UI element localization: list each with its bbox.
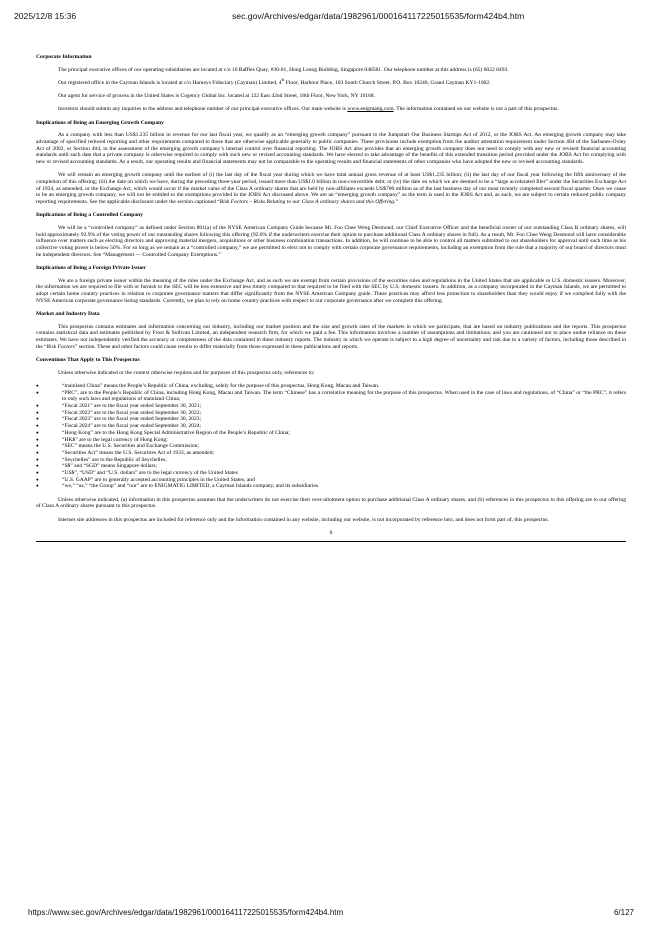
list-item: ● “HK$” are to the legal currency of Hong Kong; [36,437,626,444]
section-controlled-company [36,212,626,258]
paragraph: We are a foreign private issuer within the meaning of the rules under the Exchange Act, and as such we are exempt from certain provisions of the securities rules and regulations in the United States that are applicable to U.S. domestic issuers. Moreover, the information we are required to file with or furnish to the SEC will be less extensive and less timely compared to that required to be filed with the SEC by U.S. domestic issuers. In addition, as a company incorporated in the Cayman Islands, we are permitted to adopt certain home country practices in relation to corporate governance matters that differ significantly from the NYSE American Company guide. These practices may afford less protection to shareholders than they would enjoy if we complied fully with the NYSE American corporate governance listing standards. Currently, we plan to rely on home country practices with respect to our corporate governance after we complete this offering. [36,277,626,304]
list-item: ● “PRC”, are to the People’s Republic of China, including Hong Kong, Macau and Taiwan. The term “Chinese” has a correlative meaning for the purpose of this prospectus. When used in the case of laws and regulations, of “China” or “the PRC”, it refers to only such laws and regulations of mainland China; [36,390,626,403]
section-foreign-private-issuer [36,265,626,305]
superscript: th [281,78,285,83]
paragraph: Internet site addresses in this prospectus are included for reference only and the information contained in any website, including our website, is not incorporated by reference into, and does not form part of, this prospectus. [58,516,549,523]
paragraph: As a company with less than US$1.235 billion in revenue for our last fiscal year, we qualify as an “emerging growth company” pursuant to the Jumpstart Our Business Startups Act of 2012, or the JOBS Act. An emerging growth company may take advantage of specified reduced reporting and other requirements compared to those that are otherwise applicable generally to public companies. These provisions include exemption from the auditor attestation requirement under Section 404 of the Sarbanes-Oxley Act of 2002, or Section 404, in the assessment of the emerging growth company’s internal control over financial reporting. The JOBS Act also provides that an emerging growth company does not need to comply with any new or revised financial accounting standards until such date that a private company is otherwise required to comply with such new or revised accounting standards. We have elected to take advantage of the benefits of this extended transition period provided under the JOBS Act for complying with new or revised accounting standards. As a result, our operating results and financial statements may not be comparable to the operating results and financial statements of other companies who have adopted the new or revised accounting standards. [36,132,626,166]
paragraph: This prospectus contains estimates and information concerning our industry, including our market position and the size and growth rates of the markets in which we participate, that are based on industry publications and the reports. This prospectus contains statistical data and estimates published by Frost & Sullivan Limited, an independent research firm, for which we paid a fee. This information involves a number of assumptions and limitations, and you are cautioned not to place undue reliance on these estimates. We have not independently verified the accuracy or completeness of the data contained in these industry reports. The industry in which we operate is subject to a high degree of uncertainty and risk due to a variety of factors, including those described in the “Risk Factors” section. These and other factors could cause results to differ materially from those expressed in these publications and reports. [36,323,626,350]
section-corporate-information [36,54,626,113]
list-item: ● “U.S. GAAP” are to generally accepted accounting principles in the United States; and [36,477,626,484]
italic-reference: Risk Factors – Risks Relating to our Class A ordinary shares and this Offering [219,199,395,206]
section-heading: Implications of Being a Controlled Company [36,212,143,219]
paragraph: Investors should submit any inquiries to the address and telephone number of our principal executive offices. Our main website is www.enigmatig.com. The information contained on our website is not a part of this prospectus. [58,106,559,113]
print-header-url: sec.gov/Archives/edgar/data/1982961/000164117225015535/form424b4.htm [232,11,525,21]
section-heading: Market and Industry Data [36,310,100,317]
paragraph: We will be a “controlled company” as defined under Section 801(a) of the NYSE American Company Guide because Mr. Foo Chee Weng Desmond, our Chief Executive Officer and the beneficial owner of our outstanding Class B ordinary shares, will hold approximately 92.9% of the voting power of our outstanding shares following this offering (92.6% if the underwriters exercise their option to purchase additional Class A ordinary shares in full). As a result, Mr. Foo Chee Weng Desmond will have considerable influence over matters such as electing directors and approving material mergers, acquisitions or other business combination transactions. In addition, he will continue to be able to control all matters submitted to our shareholders for approval until such time as his collective voting power is below 50%. For so long as we remain as a “controlled company,” we are permitted to elect not to comply with certain corporate governance requirements, including an exemption from the rule that a majority of our board of directors must be independent directors. See “Management — Controlled Company Exemptions.” [36,224,626,258]
print-datetime: 2025/12/8 15:36 [14,11,77,21]
document-body [36,54,626,542]
print-page-count: 6/127 [613,908,634,917]
section-heading: Implications of Being a Foreign Private Issuer [36,264,146,271]
section-emerging-growth-company [36,120,626,206]
print-footer-url: https://www.sec.gov/Archives/edgar/data/1982961/000164117225015535/form424b4.htm [28,908,344,917]
list-item: ● “Fiscal 2023” are to the fiscal year ended September 30, 2023; [36,416,626,423]
list-item: ● “we,” “us,” “the Group” and “our” are to ENIGMATIG LIMITED, a Cayman Islands company, and its subsidiaries. [36,483,626,490]
page-divider [36,541,626,542]
list-item: ● “S$” and “SGD” means Singapore dollars; [36,463,626,470]
section-heading: Corporate Information [36,54,92,60]
paragraph: Our registered office in the Cayman Islands is located at c/o Harneys Fiduciary (Cayman) Limited, 4th Floor, Harbour Place, 103 South Church Street, P.O. Box 10240, Grand Cayman KY1-1002. [58,78,491,86]
section-conventions [36,357,626,523]
list-item: ● “Securities Act” means the U.S. Securities Act of 1933, as amended; [36,450,626,457]
list-item: ● “Fiscal 2022” are to the fiscal year ended September 30, 2022; [36,410,626,417]
paragraph: Unless otherwise indicated, (a) information in this prospectus assumes that the underwriters do not exercise their over-allotment option to purchase additional Class A ordinary shares, and (b) references in this prospectus to this offering are to our offering of Class A ordinary shares pursuant to this prospectus. [36,496,626,510]
paragraph: Our agent for service of process in the United States is Cogency Global Inc. located at 122 East 42nd Street, 18th Floor, New York, NY 10168. [58,93,376,100]
section-market-industry-data [36,311,626,351]
italic-reference: Risk Factors [46,343,75,350]
page-number: 6 [329,529,333,536]
list-item: ● “SEC” means the U.S. Securities and Exchange Commission; [36,443,626,450]
list-item: ● “Fiscal 2021” are to the fiscal year ended September 30, 2021; [36,403,626,410]
conventions-list [36,383,626,490]
list-item: ● “mainland China” means the People’s Republic of China, excluding, solely for the purpose of this prospectus, Hong Kong, Macau and Taiwan. [36,383,626,390]
list-item: ● “US$”, “USD” and “U.S. dollars” are to the legal currency of the United States [36,470,626,477]
paragraph: The principal executive offices of our operating subsidiaries are located at c/o 16 Raffles Quay, #30-01, Hong Leong Building, Singapore 048581. Our telephone number at this address is (65) 6022 0493. [58,66,509,73]
website-link[interactable]: www.enigmatig.com [347,106,394,113]
list-item: ● “Seychelles” are to the Republic of Seychelles; [36,457,626,464]
section-heading: Conventions That Apply to This Prospectus [36,357,140,363]
list-item: ● “Fiscal 2024” are to the fiscal year ended September 30, 2024; [36,423,626,430]
list-item: ● “Hong Kong” are to the Hong Kong Special Administrative Region of the People’s Republic of China; [36,430,626,437]
section-heading: Implications of Being an Emerging Growth Company [36,119,164,126]
browser-print-footer [28,908,634,920]
paragraph: Unless otherwise indicated or the context otherwise requires and for purposes of this prospectus only, references to: [58,369,315,376]
paragraph: We will remain an emerging growth company until the earliest of (i) the last day of the fiscal year during which we have total annual gross revenue of at least US$1.235 billion; (ii) the last day of our fiscal year following the fifth anniversary of the completion of this offering; (iii) the date on which we have, during the preceding three-year period, issued more than US$1.0 billion in non-convertible debt; or (iv) the date on which we are deemed to be a “large accelerated filer” under the Securities Exchange Act of 1934, as amended, or the Exchange Act, which would occur if the market value of the Class A ordinary shares that are held by non-affiliates exceeds US$700 million as of the last business day of our most recently completed second fiscal quarter. Once we cease to be an emerging growth company, we will not be entitled to the exemptions provided in the JOBS Act discussed above. We are an “emerging growth company” as the term is used in the JOBS Act and, as such, we are subject to certain reduced public company reporting requirements. See the applicable disclosure under the section captioned “Risk Factors – Risks Relating to our Class A ordinary shares and this Offering.” [36,172,626,206]
browser-print-header [14,11,648,25]
